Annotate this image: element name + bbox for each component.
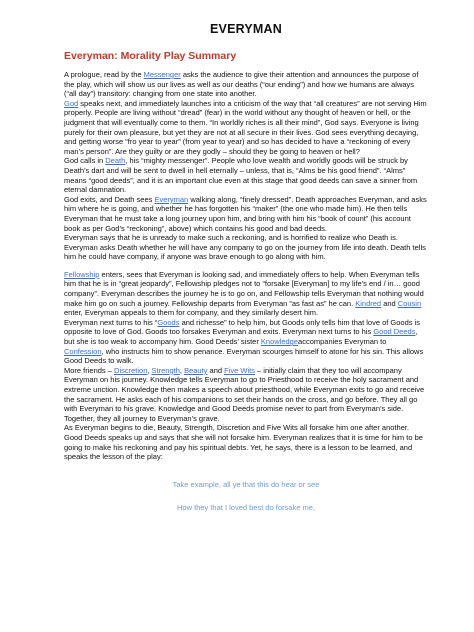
document-title: EVERYMAN [210, 22, 282, 36]
link-god[interactable]: God [64, 98, 79, 108]
link-knowledge[interactable]: Knowledge [260, 337, 299, 347]
paragraph-text: God exits, and Death sees [64, 194, 155, 204]
paragraph-text: – initially claim that they too will accompany Everyman on his journey. Knowledge tells Everyman to go to Priesthood to receive the holy sacrament and extreme unction. Knowledge then makes a speech about priesthood, while Everyman exits to go and receive the sacrament. He asks each of his companions to set their hands on the cross, and go before. They all go with Everyman to his grave. Knowledge and Good Deeds promise never to part from Everyman’s side. Together, they all journey to Everyman’s grave. [64, 365, 425, 423]
link-goods[interactable]: Goods [157, 317, 180, 327]
paragraph-text: , [147, 365, 152, 375]
paragraph-text: As Everyman begins to die, Beauty, Strength, Discretion and Five Wits all forsake him one after another. Good Deeds speaks up and says that she will not forsake him. Everyman realizes that it is time for him to be going to make his reckoning and pay his spiritual debts. Yet, he says, there is a lesson to be learned, and speaks the lesson of the play: [64, 423, 423, 462]
paragraph-text: walking along, “finely dressed”. Death approaches Everyman, and asks him where he is going, and whether he has forgotten his “maker” (the one who made him). He then tells Everyman that he must take a long journey upon him, and bring with him his “book of count” (his account book as per God’s “reckoning”, above) which contains his good and bad deeds. [64, 194, 427, 233]
paragraph-god [64, 99, 428, 157]
paragraph-text: A prologue, read by the [64, 70, 144, 79]
paragraph-text: , his “mighty messenger”. People who love wealth and worldly goods will be struck by Death’s dart and will be sent to dwell in hell eternally – unless, that is, “Alms be his good friend”. “Alms” means “good deeds”, and it is an important clue even at this stage that good deeds can save a sinner from eternal damnation. [64, 156, 418, 195]
paragraph-text: Everyman says that he is unready to make such a reckoning, and is horrified to realize who Death is. Everyman asks Death whether he will have any company to go on the journey from life into death. Death tells him he could have company, if anyone was brave enough to go along with him. [64, 233, 426, 262]
paragraph-prologue [64, 70, 428, 99]
link-discretion[interactable]: Discretion [114, 365, 148, 375]
paragraph-text: enters, sees that Everyman is looking sad, and immediately offers to help. When Everyman tells him that he is in “great jeopardy”, Fellowship pledges not to “forsake [Everyman] to my life’s end / in… good company”. Everyman describes the journey he is to go on, and Fellowship tells Everyman that nothing would make him go on such a journey. Fellowship departs from Everyman “as fast as” he can. [64, 269, 424, 308]
paragraph-text: asks the audience to give their attention and announces the purpose of the play, which will show us our lives as well as our deaths (“our ending”) and how we humans are always (“all day”) transitory: changing from one state into another. [64, 70, 419, 99]
summary-heading: Everyman: Morality Play Summary [64, 50, 237, 62]
paragraph-text: and richesse” to help him, but Goods only tells him that love of Goods is opposite to love of God. Goods too forsakes Everyman and exits. Everyman next turns to his [64, 317, 421, 337]
paragraph-ending [64, 423, 428, 461]
paragraph-goods [64, 318, 428, 366]
link-beauty[interactable]: Beauty [184, 365, 208, 375]
link-messenger[interactable]: Messenger [143, 70, 181, 79]
quote-line-1: Take example, all ye that this do hear or see [172, 479, 320, 489]
link-fellowship[interactable]: Fellowship [64, 269, 100, 279]
paragraph-everyman [64, 195, 428, 233]
link-cousin[interactable]: Cousin [397, 298, 422, 308]
paragraph-text: , who instructs him to show penance. Everyman scourges himself to atone for his sin. This allows Good Deeds to walk. [64, 346, 424, 366]
paragraph-text: and [207, 365, 225, 375]
link-death[interactable]: Death [105, 156, 126, 166]
link-kindred[interactable]: Kindred [355, 298, 382, 308]
paragraph-text: , [179, 365, 185, 375]
link-everyman[interactable]: Everyman [154, 194, 189, 204]
paragraph-text: Everyman next turns to his “ [64, 317, 158, 327]
link-good-deeds[interactable]: Good Deeds [373, 327, 416, 337]
paragraph-text: accompanies Everyman to [298, 337, 387, 347]
quote-line-2: How they that I loved best do forsake me, [177, 502, 315, 512]
paragraph-text: speaks next, and immediately launches into a criticism of the way that “all creatures” are not serving Him properly. People are living without “dread” (fear) in the world without any thought of heaven or hell, or the judgment that will eventually come to them. “In worldly riches is all their mind”, God says. Everyone is living purely for their own pleasure, but yet they are not at all secure in their lives. God sees everything decaying, and getting worse “fro year to year” (from year to year) and so has decided to have a “reckoning of every man’s person”. Are they guilty or are they godly – should they be going to heaven or hell? [64, 98, 427, 156]
paragraph-fellowship [64, 270, 428, 318]
paragraph-text: enter, Everyman appeals to them for company, and they similarly desert him. [64, 308, 319, 318]
paragraph-text: More friends – [64, 365, 115, 375]
link-confession[interactable]: Confession [64, 346, 102, 356]
link-five-wits[interactable]: Five Wits [224, 365, 255, 375]
paragraph-text: God calls in [64, 156, 106, 166]
paragraph-unready [64, 233, 428, 262]
paragraph-death [64, 156, 428, 194]
paragraph-more-friends [64, 366, 428, 424]
link-strength[interactable]: Strength [151, 365, 180, 375]
paragraph-text: , but she is too weak to accompany him. Good Deeds’ sister [64, 327, 418, 347]
paragraph-text: and [381, 298, 398, 308]
